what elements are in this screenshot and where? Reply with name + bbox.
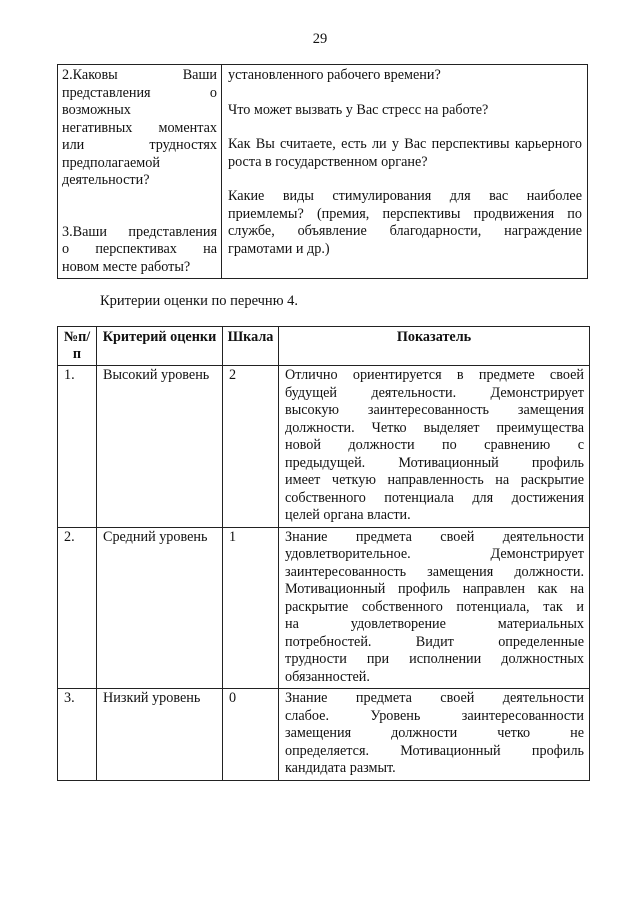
table-row: [58, 65, 588, 279]
question-line: 3.Ваши представления: [62, 223, 217, 240]
header-num: №п/ п: [58, 327, 97, 366]
indicator-line: новой должности по сравнению с: [285, 437, 584, 453]
criteria-table: [57, 326, 590, 781]
indicator-line: целей органа власти.: [285, 507, 411, 523]
question-item: Что может вызвать у Вас стресс на работе?: [228, 101, 489, 118]
question-line: новом месте работы?: [62, 258, 191, 275]
indicator-line: высокую заинтересованность замещения: [285, 402, 584, 418]
row-indicator: [279, 689, 590, 781]
indicator-line: заинтересованность замещения должности.: [285, 563, 584, 580]
indicator-line: кандидата размыт.: [285, 760, 396, 776]
table-row: [58, 366, 590, 528]
indicator-line: имеет четкую направленность на раскрытие: [285, 472, 584, 488]
header-scale: Шкала: [223, 327, 279, 366]
indicator-line: Знание предмета своей деятельности: [285, 528, 584, 545]
indicator-line: раскрытие собственного потенциала, так и: [285, 598, 584, 615]
row-criterion: Высокий уровень: [97, 366, 223, 528]
row-num: 3.: [58, 689, 97, 781]
indicator-line: Мотивационный профиль направлен как на: [285, 581, 584, 597]
indicator-line: будущей деятельности. Демонстрирует: [285, 384, 584, 401]
page-number: 29: [312, 31, 328, 47]
question-item: Как Вы считаете, есть ли у Вас перспективы карьерного роста в государственном органе?: [228, 136, 582, 170]
row-indicator: [279, 527, 590, 689]
header-criterion: Критерий оценки: [97, 327, 223, 366]
indicator-line: на удовлетворение материальных: [285, 616, 584, 632]
questions-right-cell: [222, 65, 588, 279]
question-line: или трудностях: [62, 137, 217, 153]
indicator-line: должности. Четко выделяет преимущества: [285, 419, 584, 436]
indicator-line: замещения должности четко не: [285, 725, 584, 741]
question-item-spacer: [228, 171, 582, 188]
question-line: предполагаемой: [62, 154, 160, 171]
question-line-spacer: [62, 190, 217, 207]
question-item: установленного рабочего времени?: [228, 67, 441, 83]
question-line: деятельности?: [62, 172, 150, 188]
indicator-line: потребностей. Видит определенные: [285, 633, 584, 650]
row-criterion: Низкий уровень: [97, 689, 223, 781]
question-line: представления о: [62, 84, 217, 101]
header-indicator: Показатель: [279, 327, 590, 366]
question-line: возможных: [62, 102, 131, 118]
indicator-line: предыдущей. Мотивационный профиль: [285, 454, 584, 471]
indicator-line: собственного потенциала для достижения: [285, 489, 584, 506]
question-item-spacer: [228, 119, 582, 136]
question-line: негативных моментах: [62, 119, 217, 136]
indicator-line: Знание предмета своей деятельности: [285, 690, 584, 706]
question-line-spacer: [62, 207, 217, 224]
question-line: 2.Каковы Ваши: [62, 67, 217, 83]
row-scale: 0: [223, 689, 279, 781]
indicator-line: слабое. Уровень заинтересованности: [285, 707, 584, 724]
questions-left-cell: [58, 65, 222, 279]
row-scale: 1: [223, 527, 279, 689]
row-num: 2.: [58, 527, 97, 689]
indicator-line: удовлетворительное. Демонстрирует: [285, 546, 584, 562]
criteria-title: Критерии оценки по перечню 4.: [100, 293, 299, 309]
row-criterion: Средний уровень: [97, 527, 223, 689]
indicator-line: обязанностей.: [285, 668, 370, 685]
question-line: о перспективах на: [62, 241, 217, 257]
question-item: Какие виды стимулирования для вас наиболее приемлемы? (премия, перспективы продвижения по службе, объявление благодарности, награждение грамотами и др.): [228, 188, 582, 257]
table-header-row: [58, 327, 590, 366]
question-item-spacer: [228, 85, 582, 102]
table-row: [58, 689, 590, 781]
row-scale: 2: [223, 366, 279, 528]
indicator-line: трудности при исполнении должностных: [285, 651, 584, 667]
row-indicator: [279, 366, 590, 528]
row-num: 1.: [58, 366, 97, 528]
questions-table: [57, 64, 588, 279]
indicator-line: Отлично ориентируется в предмете своей: [285, 367, 584, 383]
indicator-line: определяется. Мотивационный профиль: [285, 742, 584, 759]
table-row: [58, 527, 590, 689]
